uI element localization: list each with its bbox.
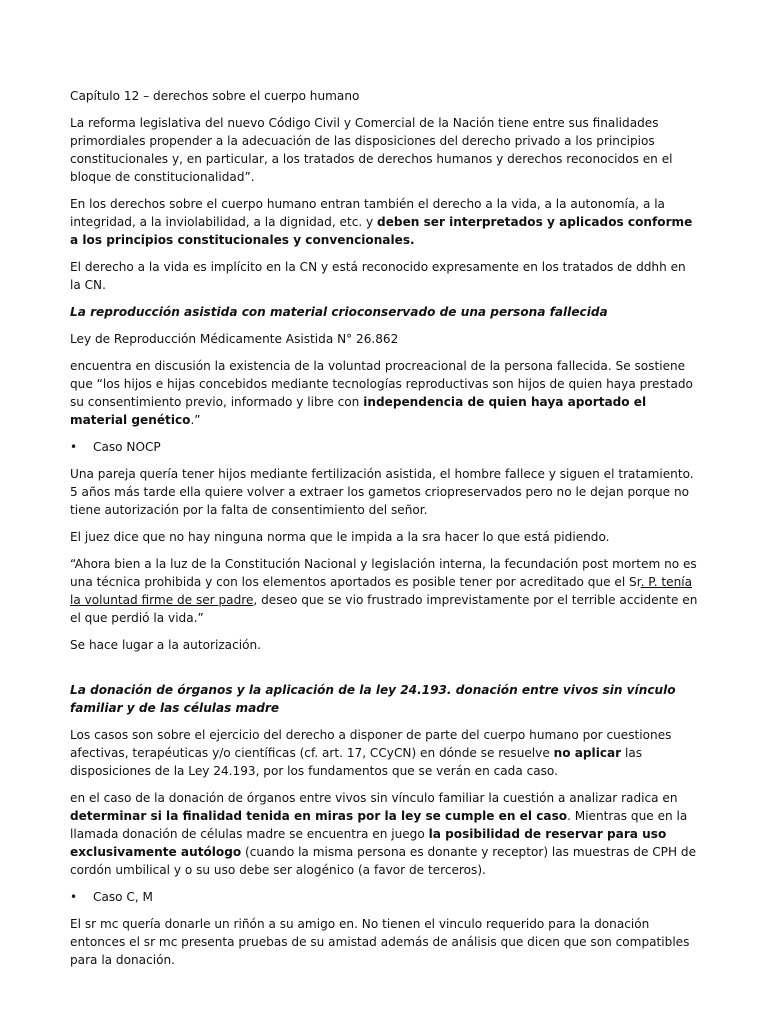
paragraph-text: , deseo que se vio frustrado imprevistamente por el terrible accidente en el que perdió la vida.”	[70, 593, 698, 625]
paragraph-text: (cuando la misma persona es donante y receptor) las muestras de CPH de cordón umbilical y o su uso debe ser alogénico (a favor de terceros).	[70, 845, 697, 877]
paragraph-cita-constitucion	[70, 555, 698, 627]
paragraph-reforma: La reforma legislativa del nuevo Código Civil y Comercial de la Nación tiene entre sus finalidades primordiales propender a la adecuación de las disposiciones del derecho privado a los principios constitucionales y, en particular, a los tratados de derechos humanos y derechos reconocidos en el bloque de constitucionalidad”.	[70, 116, 673, 184]
paragraph-text: en el caso de la donación de órganos entre vivos sin vínculo familiar la cuestión a analizar radica en	[70, 791, 678, 805]
paragraph-donacion-organos	[70, 789, 698, 879]
section-heading-reproduccion: La reproducción asistida con material crioconservado de una persona fallecida	[70, 305, 608, 319]
paragraph-text: Los casos son sobre el ejercicio del derecho a disponer de parte del cuerpo humano por cuestiones afectivas, terapéuticas y/o científicas (cf. art. 17, CCyCN) en dónde se resuelve	[70, 728, 672, 760]
bold-text: la posibilidad de reservar para uso exclusivamente autólogo	[70, 827, 667, 859]
bullet-icon: •	[70, 890, 78, 904]
paragraph-text: . Mientras que en la llamada donación de células madre se encuentra en juego	[70, 809, 688, 841]
bullet-label: Caso NOCP	[93, 440, 161, 454]
paragraph-voluntad-procreacional	[70, 357, 698, 429]
bold-text: independencia de quien haya aportado el material genético	[70, 395, 647, 427]
paragraph-juez: El juez dice que no hay ninguna norma que le impida a la sra hacer lo que está pidiendo.	[70, 530, 610, 544]
section-heading-donacion: La donación de órganos y la aplicación de la ley 24.193. donación entre vivos sin vínculo familiar y de las células madre	[70, 683, 676, 715]
paragraph-pareja: Una pareja quería tener hijos mediante fertilización asistida, el hombre fallece y siguen el tratamiento. 5 años más tarde ella quiere volver a extraer los gametos criopreservados pero no le dejan porque no tiene autorización por la falta de consentimiento del señor.	[70, 467, 694, 517]
paragraph-text: encuentra en discusión la existencia de la voluntad procreacional de la persona fallecida. Se sostiene que “los hijos e hijas concebidos mediante tecnologías reproductivas son hijos de quien haya prestado su consentimiento previo, informado y libre con	[70, 359, 693, 409]
bold-text: no aplicar	[553, 746, 622, 760]
bullet-label: Caso C, M	[93, 890, 153, 904]
paragraph-sr-mc: El sr mc quería donarle un riñón a su amigo en. No tienen el vinculo requerido para la donación entonces el sr mc presenta pruebas de su amistad además de análisis que dicen que son compatibles para la donación.	[70, 917, 690, 967]
bold-text: deben ser interpretados y aplicados conforme a los principios constitucionales y convencionales.	[70, 215, 693, 247]
paragraph-text: .”	[190, 413, 201, 427]
spacer	[70, 663, 698, 681]
paragraph-casos	[70, 726, 698, 780]
paragraph-derechos-cuerpo	[70, 195, 698, 249]
paragraph-text: En los derechos sobre el cuerpo humano entran también el derecho a la vida, a la autonomía, a la integridad, a la inviolabilidad, a la dignidad, etc. y	[70, 197, 665, 229]
bold-text: determinar si la finalidad tenida en miras por la ley se cumple en el caso	[70, 809, 568, 823]
paragraph-text: las disposiciones de la Ley 24.193, por los fundamentos que se verán en cada caso.	[70, 746, 643, 778]
paragraph-ley-reproduccion: Ley de Reproducción Médicamente Asistida N° 26.862	[70, 332, 399, 346]
underlined-text: . P. tenía la voluntad firme de ser padre	[70, 575, 693, 607]
chapter-title: Capítulo 12 – derechos sobre el cuerpo humano	[70, 89, 360, 103]
paragraph-text: “Ahora bien a la luz de la Constitución Nacional y legislación interna, la fecundación post mortem no es una técnica prohibida y con los elementos aportados es posible tener por acreditado que el Sr	[70, 557, 697, 589]
bullet-item-caso-cm	[70, 888, 698, 906]
paragraph-derecho-vida: El derecho a la vida es implícito en la CN y está reconocido expresamente en los tratados de ddhh en la CN.	[70, 260, 686, 292]
bullet-item-caso-nocp	[70, 438, 698, 456]
paragraph-autorizacion: Se hace lugar a la autorización.	[70, 638, 261, 652]
bullet-icon: •	[70, 440, 78, 454]
